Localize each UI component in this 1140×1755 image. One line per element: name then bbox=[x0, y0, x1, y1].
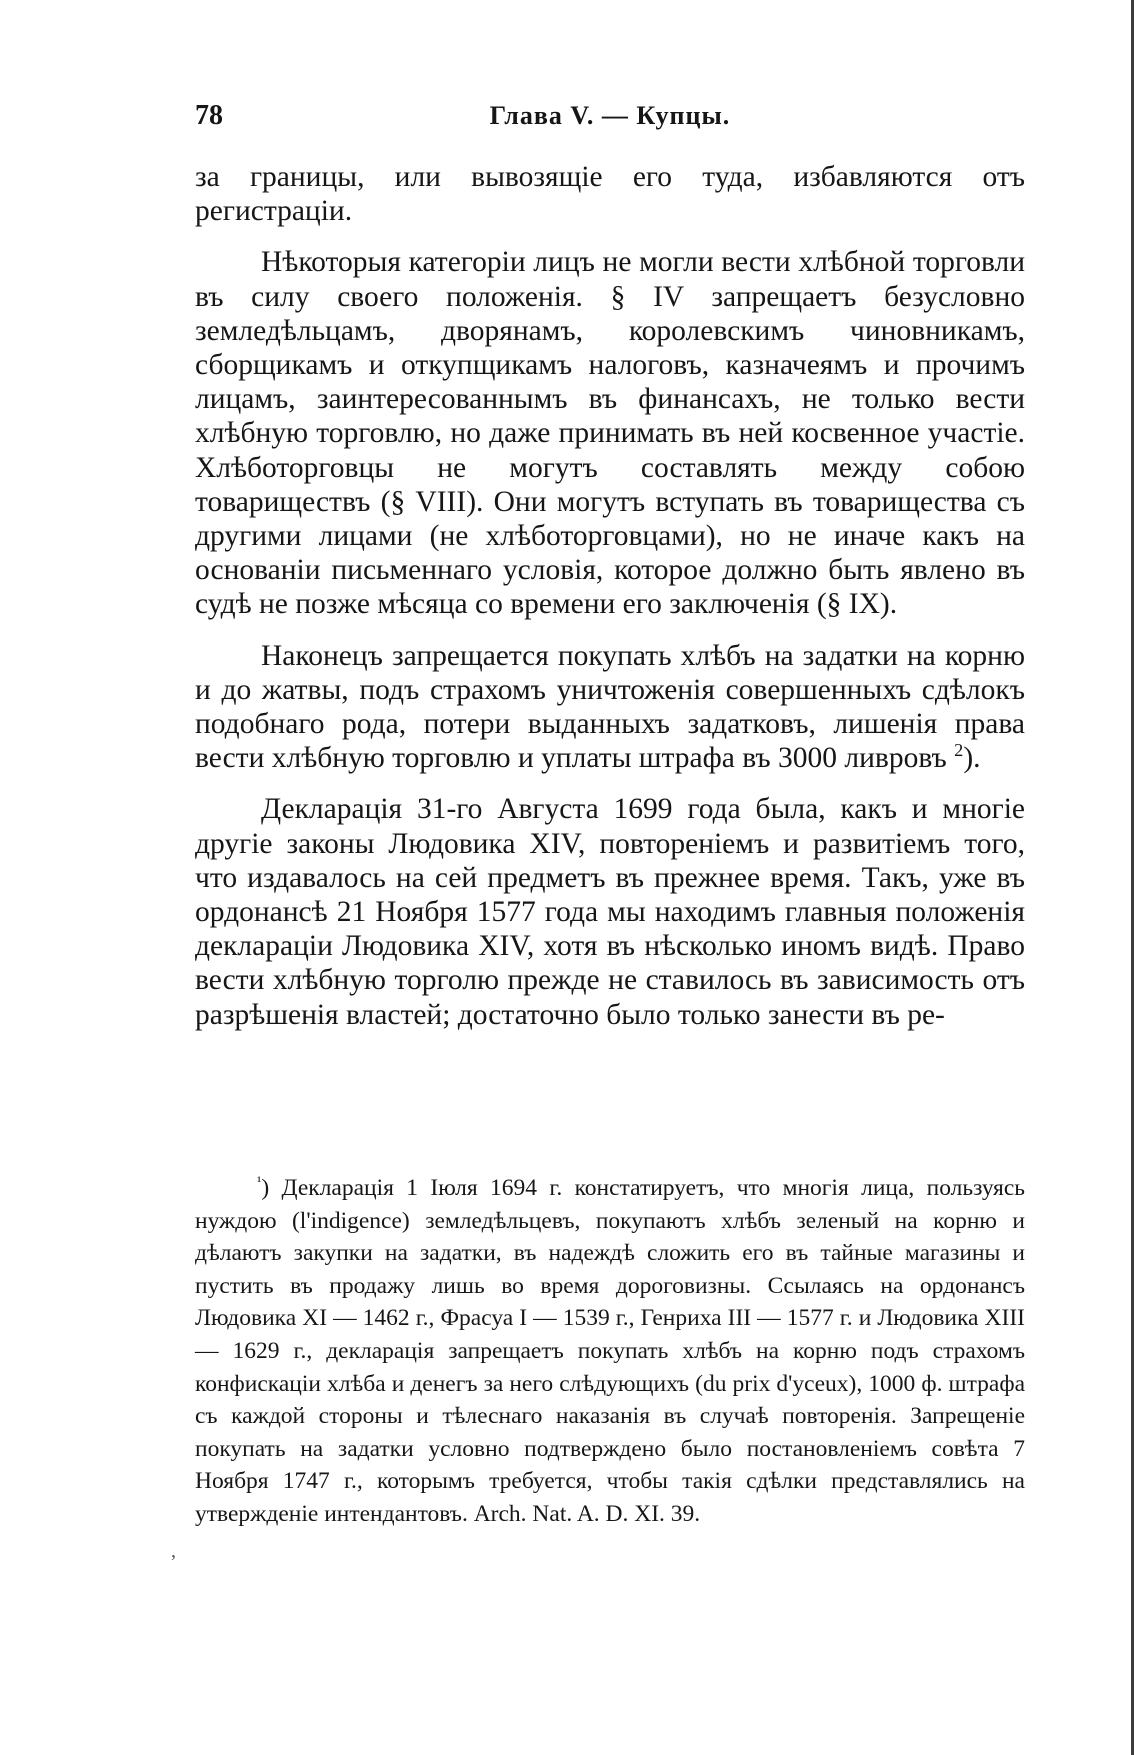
footnote-marker: ¹ bbox=[257, 1174, 262, 1191]
paragraph-3-end: ). bbox=[963, 742, 981, 775]
running-title: Глава V. — Купцы. bbox=[489, 101, 731, 130]
page-number: 78 bbox=[195, 100, 223, 131]
main-text bbox=[195, 160, 1025, 1032]
footnote-ref: 2 bbox=[954, 740, 964, 761]
paragraph-3-text: Наконецъ запрещается покупать хлѣбъ на задатки на корню и до жатвы, подъ страхомъ уничтоженія совершенныхъ сдѣлокъ подобнаго рода, потери выданныхъ задатковъ, лишенія права вести хлѣбную торговлю и уплаты штрафа въ 3000 ливровъ bbox=[195, 639, 1025, 775]
paragraph-4: Декларація 31-го Августа 1699 года была, какъ и многіе другіе законы Людовика XIV, повтореніемъ и развитіемъ того, что издавалось на сей предметъ въ прежнее время. Такъ, уже въ ордонансѣ 21 Ноября 1577 года мы находимъ главныя положенія деклараціи Людовика XIV, хотя въ нѣсколько иномъ видѣ. Право вести хлѣбную торголю прежде не ставилось въ зависимость отъ разрѣшенія властей; достаточно было только занести въ ре- bbox=[195, 793, 1025, 1031]
scan-speck: , bbox=[171, 1540, 176, 1562]
footnotes bbox=[195, 1172, 1025, 1531]
paragraph-2: Нѣкоторыя категоріи лицъ не могли вести хлѣбной торговли въ силу своего положенія. § IV запрещаетъ безусловно земледѣльцамъ, дворянамъ, королевскимъ чиновникамъ, сборщикамъ и откупщикамъ налоговъ, казначеямъ и прочимъ лицамъ, заинтересованнымъ въ финансахъ, не только вести хлѣбную торговлю, но даже принимать въ ней косвенное участіе. Хлѣботорговцы не могутъ составлять между собою товариществъ (§ VIII). Они могутъ вступать въ товарищества съ другими лицами (не хлѣботорговцами), но не иначе какъ на основаніи письменнаго условія, которое должно быть явлено въ судѣ не позже мѣсяца со времени его заключенія (§ IX). bbox=[195, 246, 1025, 621]
page-header bbox=[195, 98, 1025, 134]
paragraph-1: за границы, или вывозящіе его туда, избавляются отъ регистраціи. bbox=[195, 161, 1025, 228]
paragraph-3 bbox=[195, 639, 1025, 776]
footnote-1 bbox=[195, 1172, 1025, 1531]
page-edge-shadow bbox=[1131, 0, 1134, 1755]
footnote-text: ) Декларація 1 Іюля 1694 г. констатируетъ, что многія лица, пользуясь нуждою (l'indigence) земледѣльцевъ, покупаютъ хлѣбъ зеленый на корню и дѣлаютъ закупки на задатки, въ надеждѣ сложить его въ тайные магазины и пустить въ продажу лишь во время дороговизны. Ссылаясь на ордонансъ Людовика XI — 1462 г., Фрасуа I — 1539 г., Генриха III — 1577 г. и Людовика XIII — 1629 г., декларація запрещаетъ покупать хлѣбъ на корню подъ страхомъ конфискаціи хлѣба и денегъ за него слѣдующихъ (du prix d'yceux), 1000 ф. штрафа съ каждой стороны и тѣлеснаго наказанія въ случаѣ повторенія. Запрещеніе покупать на задатки условно подтверждено было постановленіемъ совѣта 7 Ноября 1747 г., которымъ требуется, чтобы такія сдѣлки представлялись на утвержденіе интендантовъ. Arch. Nat. A. D. XI. 39. bbox=[195, 1175, 1025, 1527]
